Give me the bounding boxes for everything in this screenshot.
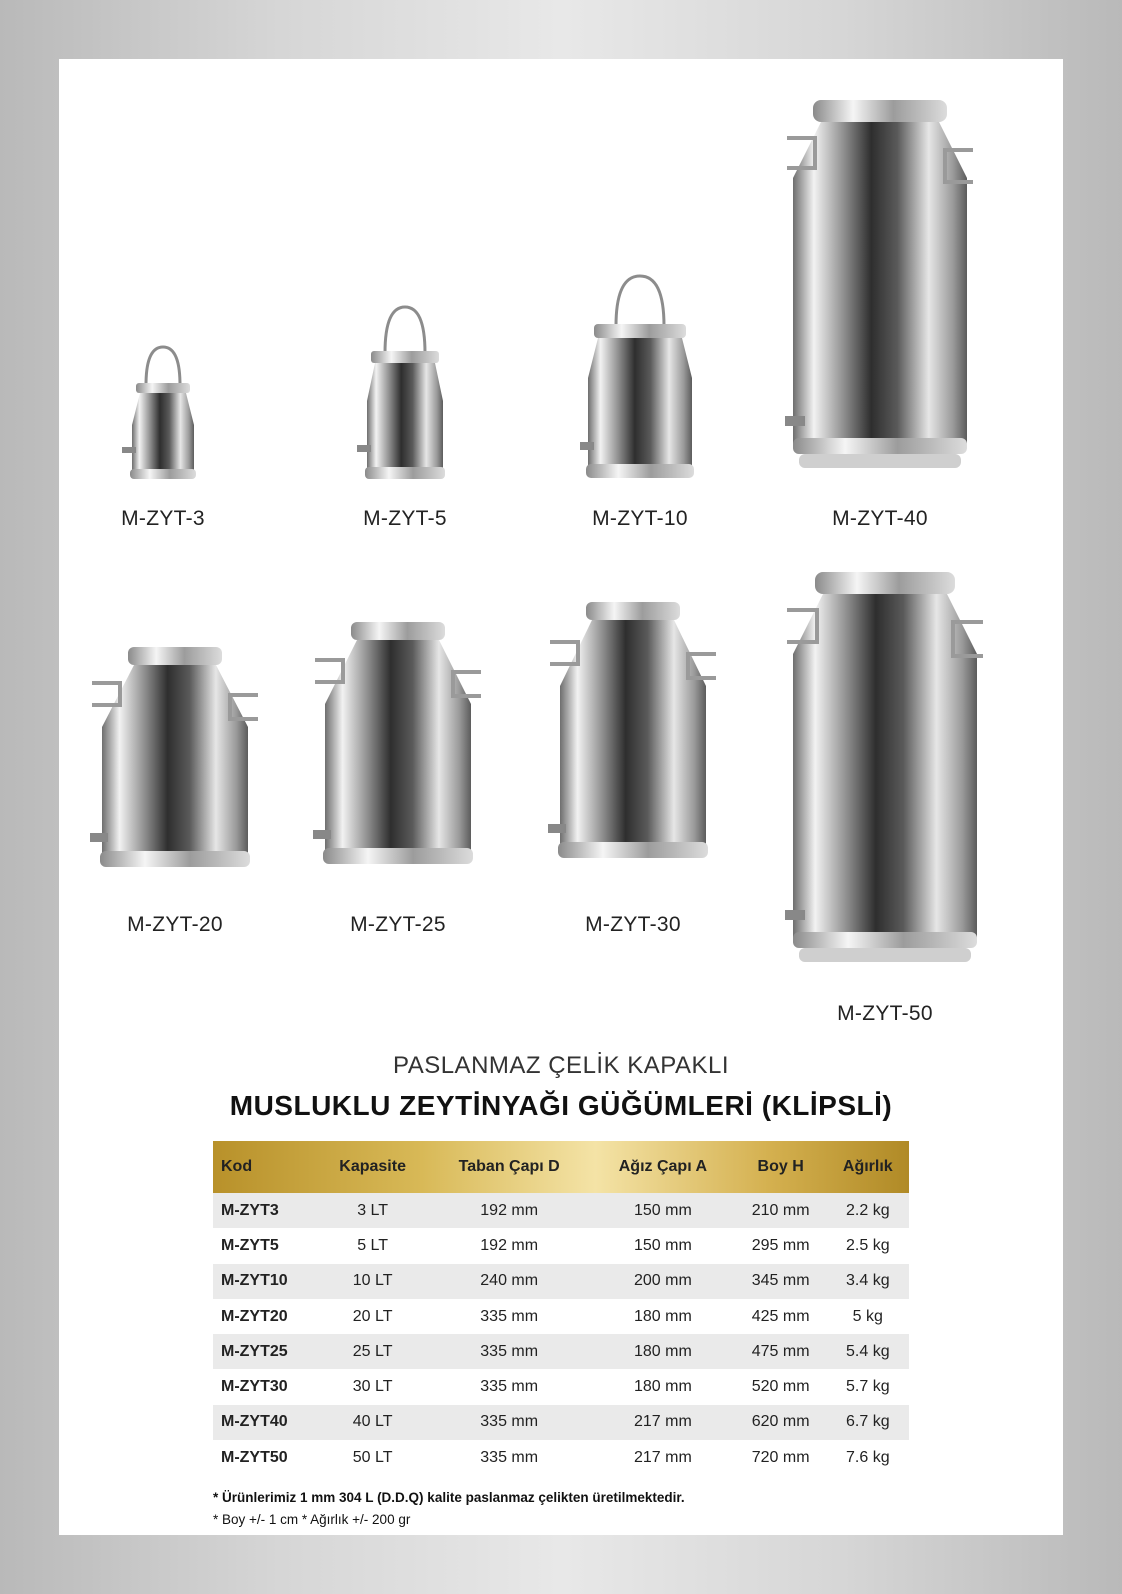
- table-row: [213, 1228, 909, 1263]
- heading-subtitle: PASLANMAZ ÇELİK KAPAKLI: [392, 1052, 730, 1079]
- cell-kod: M-ZYT3: [221, 1201, 279, 1219]
- cell-agirlik: 6.7 kg: [846, 1413, 890, 1431]
- product-code: M-ZYT-50: [837, 1002, 933, 1025]
- product-code: M-ZYT-3: [121, 507, 205, 530]
- product-code: M-ZYT-10: [592, 507, 688, 530]
- product-m-zyt-50: [785, 570, 985, 1030]
- table-row: [213, 1264, 909, 1299]
- cell-agiz-capi: 150 mm: [634, 1236, 692, 1254]
- cell-agirlik: 5.4 kg: [846, 1342, 890, 1360]
- cell-boy: 210 mm: [751, 1201, 810, 1219]
- table-row: [213, 1369, 909, 1404]
- product-m-zyt-40: [780, 98, 980, 535]
- header-agiz-capi: Ağız Çapı A: [618, 1158, 708, 1175]
- header-boy: Boy H: [757, 1158, 804, 1175]
- product-m-zyt-3: [108, 345, 218, 535]
- cell-kod: M-ZYT50: [221, 1448, 288, 1466]
- cell-taban-capi: 240 mm: [480, 1272, 539, 1290]
- cell-agirlik: 5 kg: [852, 1307, 883, 1325]
- cell-kapasite: 10 LT: [352, 1272, 393, 1290]
- milk-can-image: [580, 274, 700, 484]
- product-m-zyt-10: [575, 274, 705, 535]
- milk-can-image: [90, 645, 260, 885]
- cell-agirlik: 2.2 kg: [846, 1201, 890, 1219]
- table-row: [213, 1334, 909, 1369]
- cell-kod: M-ZYT30: [221, 1378, 288, 1396]
- product-code: M-ZYT-40: [832, 507, 928, 530]
- milk-can-image: [548, 600, 718, 876]
- cell-kapasite: 30 LT: [352, 1378, 393, 1396]
- product-m-zyt-25: [305, 620, 491, 945]
- milk-can-image: [118, 345, 208, 485]
- table-row: [213, 1299, 909, 1334]
- tolerance-note: * Boy +/- 1 cm * Ağırlık +/- 200 gr: [213, 1512, 411, 1527]
- cell-kapasite: 3 LT: [357, 1201, 389, 1219]
- cell-kapasite: 20 LT: [352, 1307, 393, 1325]
- cell-taban-capi: 192 mm: [480, 1236, 539, 1254]
- product-code: M-ZYT-20: [127, 913, 223, 936]
- heading-title: MUSLUKLU ZEYTİNYAĞI GÜĞÜMLERİ (KLİPSLİ): [229, 1090, 893, 1121]
- product-code: M-ZYT-5: [363, 507, 447, 530]
- cell-kod: M-ZYT25: [221, 1342, 288, 1360]
- cell-kod: M-ZYT20: [221, 1307, 288, 1325]
- product-m-zyt-5: [340, 305, 470, 535]
- cell-boy: 295 mm: [751, 1236, 810, 1254]
- milk-can-image: [785, 570, 985, 970]
- table-row: [213, 1405, 909, 1440]
- cell-kod: M-ZYT40: [221, 1413, 288, 1431]
- table-header-row: [213, 1141, 909, 1193]
- cell-taban-capi: 335 mm: [480, 1448, 539, 1466]
- cell-taban-capi: 335 mm: [480, 1378, 539, 1396]
- cell-kod: M-ZYT5: [221, 1236, 279, 1254]
- spec-table: [213, 1141, 909, 1475]
- cell-boy: 425 mm: [751, 1307, 810, 1325]
- milk-can-image: [355, 305, 455, 485]
- cell-taban-capi: 335 mm: [480, 1307, 539, 1325]
- product-m-zyt-20: [82, 645, 268, 945]
- product-code: M-ZYT-30: [585, 913, 681, 936]
- cell-kapasite: 50 LT: [352, 1448, 393, 1466]
- header-taban-capi: Taban Çapı D: [458, 1158, 560, 1175]
- product-m-zyt-30: [540, 600, 726, 945]
- cell-agirlik: 5.7 kg: [846, 1378, 890, 1396]
- cell-agirlik: 7.6 kg: [846, 1448, 890, 1466]
- cell-boy: 520 mm: [751, 1378, 810, 1396]
- cell-kapasite: 25 LT: [352, 1342, 393, 1360]
- cell-taban-capi: 335 mm: [480, 1413, 539, 1431]
- cell-kapasite: 5 LT: [357, 1236, 389, 1254]
- cell-agiz-capi: 180 mm: [634, 1378, 692, 1396]
- header-kapasite: Kapasite: [339, 1158, 406, 1175]
- cell-agirlik: 3.4 kg: [846, 1272, 890, 1290]
- cell-agiz-capi: 217 mm: [634, 1448, 692, 1466]
- cell-boy: 475 mm: [751, 1342, 810, 1360]
- cell-kod: M-ZYT10: [221, 1272, 288, 1290]
- header-kod: Kod: [221, 1158, 253, 1175]
- cell-boy: 720 mm: [751, 1448, 810, 1466]
- cell-boy: 345 mm: [751, 1272, 810, 1290]
- cell-boy: 620 mm: [751, 1413, 810, 1431]
- material-note: * Ürünlerimiz 1 mm 304 L (D.D.Q) kalite paslanmaz çelikten üretilmektedir.: [213, 1490, 685, 1505]
- cell-agiz-capi: 217 mm: [634, 1413, 692, 1431]
- cell-agiz-capi: 150 mm: [634, 1201, 692, 1219]
- cell-agiz-capi: 200 mm: [634, 1272, 692, 1290]
- cell-taban-capi: 335 mm: [480, 1342, 539, 1360]
- cell-agiz-capi: 180 mm: [634, 1342, 692, 1360]
- milk-can-image: [785, 98, 975, 478]
- cell-agirlik: 2.5 kg: [846, 1236, 890, 1254]
- table-row: [213, 1193, 909, 1228]
- milk-can-image: [313, 620, 483, 882]
- cell-taban-capi: 192 mm: [480, 1201, 539, 1219]
- table-row: [213, 1440, 909, 1475]
- cell-kapasite: 40 LT: [352, 1413, 393, 1431]
- product-code: M-ZYT-25: [350, 913, 446, 936]
- header-agirlik: Ağırlık: [842, 1158, 893, 1175]
- cell-agiz-capi: 180 mm: [634, 1307, 692, 1325]
